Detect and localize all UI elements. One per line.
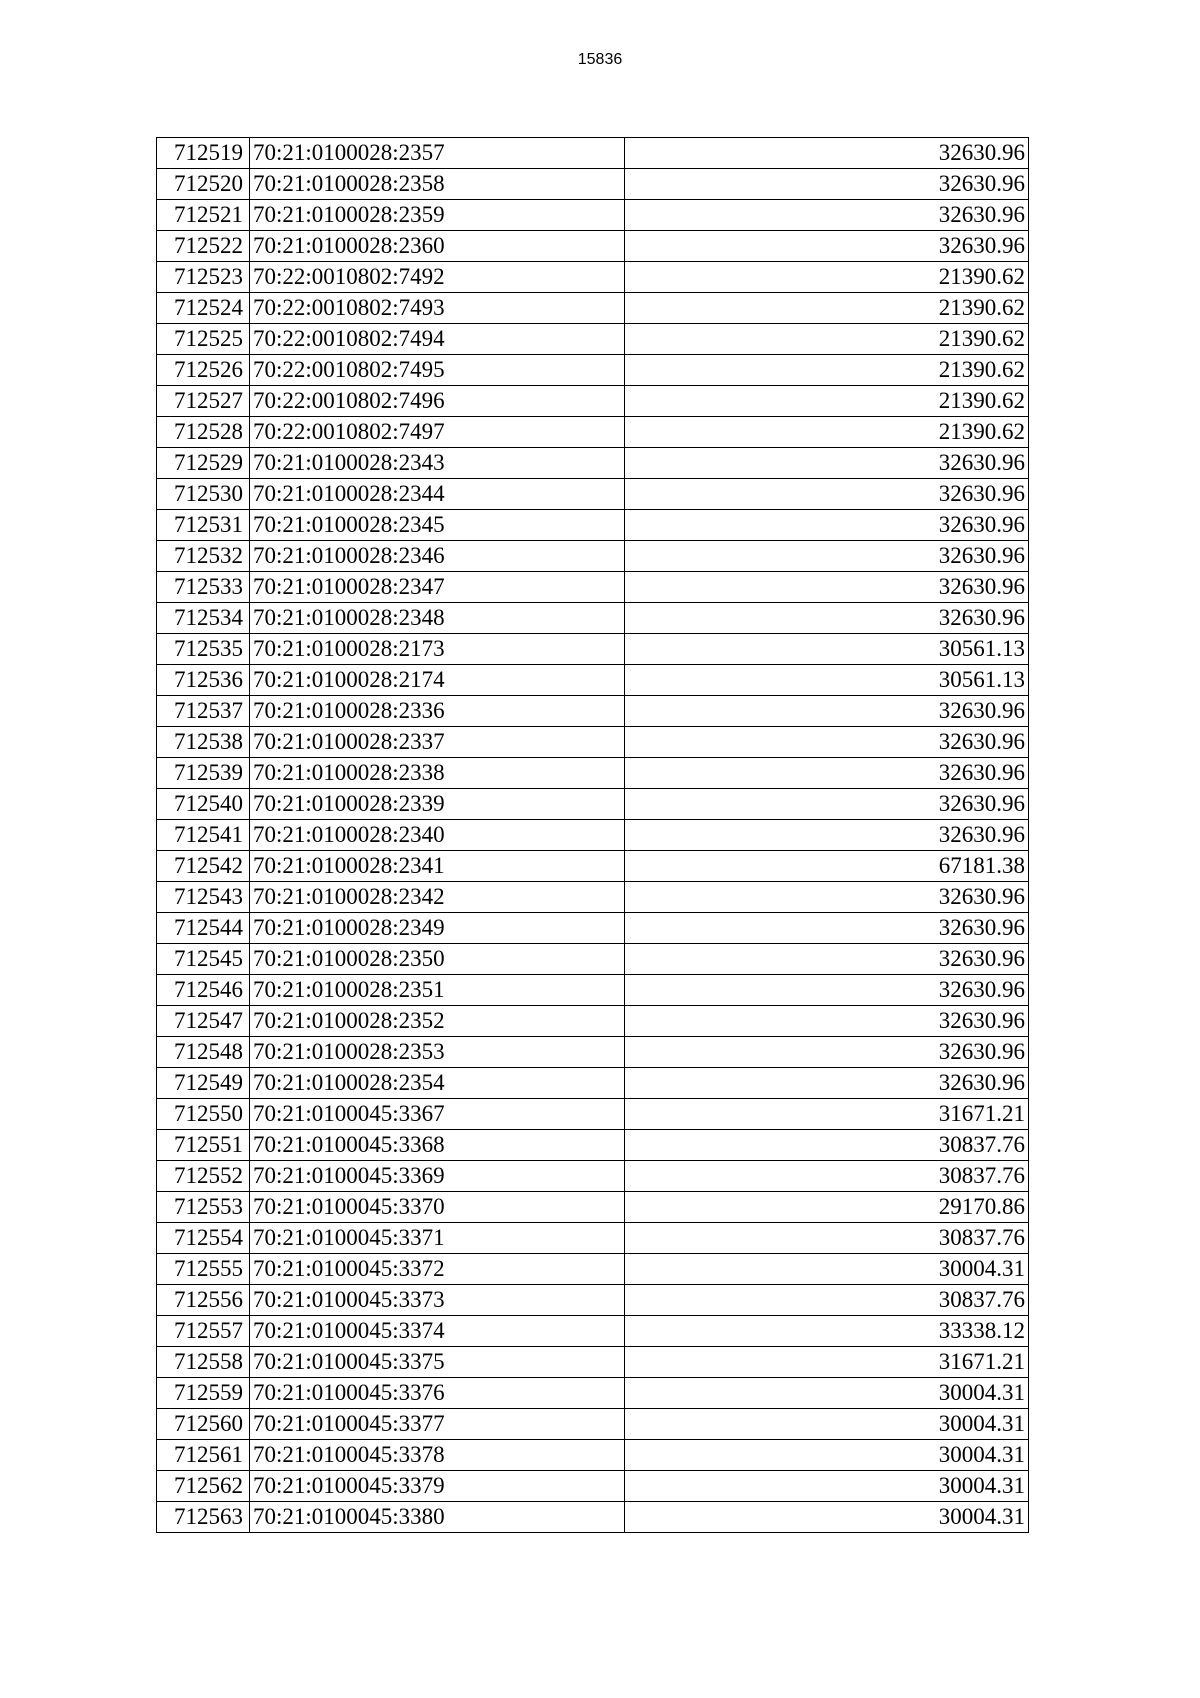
row-number-cell: 712551: [157, 1130, 250, 1161]
cadastral-number-cell: 70:21:0100028:2349: [250, 913, 625, 944]
value-cell: 30004.31: [625, 1440, 1029, 1471]
cadastral-number-cell: 70:21:0100045:3367: [250, 1099, 625, 1130]
value-cell: 21390.62: [625, 355, 1029, 386]
value-cell: 32630.96: [625, 944, 1029, 975]
cadastral-number-cell: 70:21:0100028:2353: [250, 1037, 625, 1068]
row-number-cell: 712545: [157, 944, 250, 975]
value-cell: 32630.96: [625, 758, 1029, 789]
value-cell: 32630.96: [625, 1068, 1029, 1099]
value-cell: 32630.96: [625, 572, 1029, 603]
row-number-cell: 712532: [157, 541, 250, 572]
cadastral-number-cell: 70:21:0100028:2338: [250, 758, 625, 789]
table-row: [157, 1471, 1029, 1502]
value-cell: 21390.62: [625, 262, 1029, 293]
table-row: [157, 417, 1029, 448]
value-cell: 30004.31: [625, 1502, 1029, 1533]
cadastral-number-cell: 70:21:0100045:3374: [250, 1316, 625, 1347]
cadastral-number-cell: 70:21:0100028:2357: [250, 138, 625, 169]
cadastral-number-cell: 70:21:0100028:2174: [250, 665, 625, 696]
row-number-cell: 712549: [157, 1068, 250, 1099]
row-number-cell: 712530: [157, 479, 250, 510]
cadastral-number-cell: 70:21:0100028:2337: [250, 727, 625, 758]
table-row: [157, 355, 1029, 386]
row-number-cell: 712521: [157, 200, 250, 231]
cadastral-number-cell: 70:22:0010802:7493: [250, 293, 625, 324]
cadastral-number-cell: 70:21:0100028:2345: [250, 510, 625, 541]
cadastral-number-cell: 70:22:0010802:7497: [250, 417, 625, 448]
cadastral-number-cell: 70:21:0100028:2347: [250, 572, 625, 603]
row-number-cell: 712522: [157, 231, 250, 262]
table-row: [157, 1378, 1029, 1409]
row-number-cell: 712538: [157, 727, 250, 758]
row-number-cell: 712543: [157, 882, 250, 913]
row-number-cell: 712555: [157, 1254, 250, 1285]
cadastral-number-cell: 70:21:0100045:3378: [250, 1440, 625, 1471]
table-row: [157, 1099, 1029, 1130]
cadastral-number-cell: 70:21:0100045:3379: [250, 1471, 625, 1502]
table-row: [157, 944, 1029, 975]
row-number-cell: 712536: [157, 665, 250, 696]
row-number-cell: 712563: [157, 1502, 250, 1533]
value-cell: 30837.76: [625, 1223, 1029, 1254]
table-row: [157, 1285, 1029, 1316]
cadastral-number-cell: 70:21:0100045:3370: [250, 1192, 625, 1223]
cadastral-number-cell: 70:21:0100028:2341: [250, 851, 625, 882]
table-row: [157, 231, 1029, 262]
value-cell: 30561.13: [625, 634, 1029, 665]
table-row: [157, 913, 1029, 944]
table-row: [157, 789, 1029, 820]
table-row: [157, 1192, 1029, 1223]
value-cell: 21390.62: [625, 293, 1029, 324]
value-cell: 32630.96: [625, 696, 1029, 727]
table-row: [157, 603, 1029, 634]
table-row: [157, 1223, 1029, 1254]
value-cell: 21390.62: [625, 324, 1029, 355]
table-row: [157, 727, 1029, 758]
table-row: [157, 386, 1029, 417]
value-cell: 30004.31: [625, 1378, 1029, 1409]
value-cell: 32630.96: [625, 169, 1029, 200]
value-cell: 31671.21: [625, 1347, 1029, 1378]
cadastral-number-cell: 70:21:0100045:3377: [250, 1409, 625, 1440]
table-row: [157, 1161, 1029, 1192]
table-row: [157, 1316, 1029, 1347]
row-number-cell: 712520: [157, 169, 250, 200]
value-cell: 30837.76: [625, 1161, 1029, 1192]
table-row: [157, 1006, 1029, 1037]
value-cell: 32630.96: [625, 789, 1029, 820]
cadastral-number-cell: 70:21:0100028:2346: [250, 541, 625, 572]
cadastral-number-cell: 70:21:0100028:2336: [250, 696, 625, 727]
row-number-cell: 712561: [157, 1440, 250, 1471]
value-cell: 30004.31: [625, 1254, 1029, 1285]
table-row: [157, 1254, 1029, 1285]
row-number-cell: 712547: [157, 1006, 250, 1037]
cadastral-number-cell: 70:21:0100028:2339: [250, 789, 625, 820]
table-row: [157, 1037, 1029, 1068]
value-cell: 30837.76: [625, 1130, 1029, 1161]
cadastral-number-cell: 70:21:0100028:2340: [250, 820, 625, 851]
cadastral-number-cell: 70:22:0010802:7494: [250, 324, 625, 355]
row-number-cell: 712559: [157, 1378, 250, 1409]
value-cell: 32630.96: [625, 541, 1029, 572]
cadastral-number-cell: 70:21:0100045:3372: [250, 1254, 625, 1285]
table-row: [157, 1347, 1029, 1378]
cadastral-number-cell: 70:22:0010802:7495: [250, 355, 625, 386]
row-number-cell: 712544: [157, 913, 250, 944]
row-number-cell: 712528: [157, 417, 250, 448]
row-number-cell: 712557: [157, 1316, 250, 1347]
value-cell: 32630.96: [625, 1037, 1029, 1068]
row-number-cell: 712537: [157, 696, 250, 727]
table-row: [157, 138, 1029, 169]
value-cell: 30004.31: [625, 1409, 1029, 1440]
cadastral-number-cell: 70:21:0100045:3371: [250, 1223, 625, 1254]
row-number-cell: 712531: [157, 510, 250, 541]
cadastral-number-cell: 70:21:0100028:2358: [250, 169, 625, 200]
value-cell: 32630.96: [625, 820, 1029, 851]
table-body: [157, 138, 1029, 1533]
value-cell: 32630.96: [625, 882, 1029, 913]
table-row: [157, 665, 1029, 696]
table-row: [157, 572, 1029, 603]
row-number-cell: 712548: [157, 1037, 250, 1068]
cadastral-number-cell: 70:21:0100045:3369: [250, 1161, 625, 1192]
cadastral-number-cell: 70:21:0100045:3375: [250, 1347, 625, 1378]
cadastral-number-cell: 70:21:0100045:3368: [250, 1130, 625, 1161]
table-row: [157, 324, 1029, 355]
table-row: [157, 882, 1029, 913]
row-number-cell: 712525: [157, 324, 250, 355]
table-row: [157, 262, 1029, 293]
table-row: [157, 1409, 1029, 1440]
table-row: [157, 510, 1029, 541]
row-number-cell: 712526: [157, 355, 250, 386]
table-row: [157, 758, 1029, 789]
cadastral-number-cell: 70:21:0100028:2342: [250, 882, 625, 913]
table-row: [157, 541, 1029, 572]
row-number-cell: 712533: [157, 572, 250, 603]
row-number-cell: 712529: [157, 448, 250, 479]
cadastral-number-cell: 70:21:0100045:3380: [250, 1502, 625, 1533]
row-number-cell: 712546: [157, 975, 250, 1006]
table-row: [157, 1130, 1029, 1161]
value-cell: 33338.12: [625, 1316, 1029, 1347]
cadastral-number-cell: 70:21:0100028:2348: [250, 603, 625, 634]
table-row: [157, 479, 1029, 510]
row-number-cell: 712535: [157, 634, 250, 665]
row-number-cell: 712562: [157, 1471, 250, 1502]
row-number-cell: 712556: [157, 1285, 250, 1316]
cadastral-number-cell: 70:21:0100028:2360: [250, 231, 625, 262]
value-cell: 30837.76: [625, 1285, 1029, 1316]
value-cell: 32630.96: [625, 448, 1029, 479]
table-row: [157, 975, 1029, 1006]
row-number-cell: 712560: [157, 1409, 250, 1440]
row-number-cell: 712519: [157, 138, 250, 169]
table-row: [157, 169, 1029, 200]
value-cell: 32630.96: [625, 913, 1029, 944]
row-number-cell: 712541: [157, 820, 250, 851]
row-number-cell: 712523: [157, 262, 250, 293]
row-number-cell: 712524: [157, 293, 250, 324]
value-cell: 21390.62: [625, 386, 1029, 417]
row-number-cell: 712542: [157, 851, 250, 882]
value-cell: 32630.96: [625, 1006, 1029, 1037]
value-cell: 21390.62: [625, 417, 1029, 448]
value-cell: 30561.13: [625, 665, 1029, 696]
row-number-cell: 712554: [157, 1223, 250, 1254]
row-number-cell: 712558: [157, 1347, 250, 1378]
table-row: [157, 696, 1029, 727]
cadastral-number-cell: 70:21:0100045:3373: [250, 1285, 625, 1316]
value-cell: 32630.96: [625, 200, 1029, 231]
row-number-cell: 712534: [157, 603, 250, 634]
table-row: [157, 634, 1029, 665]
cadastral-table: [156, 137, 1028, 1533]
value-cell: 67181.38: [625, 851, 1029, 882]
value-cell: 30004.31: [625, 1471, 1029, 1502]
table-row: [157, 820, 1029, 851]
table-row: [157, 1068, 1029, 1099]
value-cell: 29170.86: [625, 1192, 1029, 1223]
cadastral-number-cell: 70:21:0100028:2350: [250, 944, 625, 975]
table-row: [157, 1440, 1029, 1471]
row-number-cell: 712540: [157, 789, 250, 820]
data-table: [156, 137, 1029, 1533]
value-cell: 32630.96: [625, 479, 1029, 510]
value-cell: 31671.21: [625, 1099, 1029, 1130]
table-row: [157, 851, 1029, 882]
cadastral-number-cell: 70:21:0100028:2354: [250, 1068, 625, 1099]
value-cell: 32630.96: [625, 510, 1029, 541]
value-cell: 32630.96: [625, 603, 1029, 634]
row-number-cell: 712553: [157, 1192, 250, 1223]
cadastral-number-cell: 70:21:0100028:2344: [250, 479, 625, 510]
cadastral-number-cell: 70:21:0100045:3376: [250, 1378, 625, 1409]
value-cell: 32630.96: [625, 727, 1029, 758]
cadastral-number-cell: 70:22:0010802:7492: [250, 262, 625, 293]
table-row: [157, 1502, 1029, 1533]
row-number-cell: 712552: [157, 1161, 250, 1192]
cadastral-number-cell: 70:21:0100028:2173: [250, 634, 625, 665]
cadastral-number-cell: 70:21:0100028:2343: [250, 448, 625, 479]
value-cell: 32630.96: [625, 138, 1029, 169]
cadastral-number-cell: 70:21:0100028:2359: [250, 200, 625, 231]
value-cell: 32630.96: [625, 975, 1029, 1006]
page-number: 15836: [577, 51, 623, 68]
value-cell: 32630.96: [625, 231, 1029, 262]
row-number-cell: 712527: [157, 386, 250, 417]
cadastral-number-cell: 70:22:0010802:7496: [250, 386, 625, 417]
table-row: [157, 293, 1029, 324]
cadastral-number-cell: 70:21:0100028:2351: [250, 975, 625, 1006]
row-number-cell: 712539: [157, 758, 250, 789]
cadastral-number-cell: 70:21:0100028:2352: [250, 1006, 625, 1037]
row-number-cell: 712550: [157, 1099, 250, 1130]
table-row: [157, 448, 1029, 479]
table-row: [157, 200, 1029, 231]
